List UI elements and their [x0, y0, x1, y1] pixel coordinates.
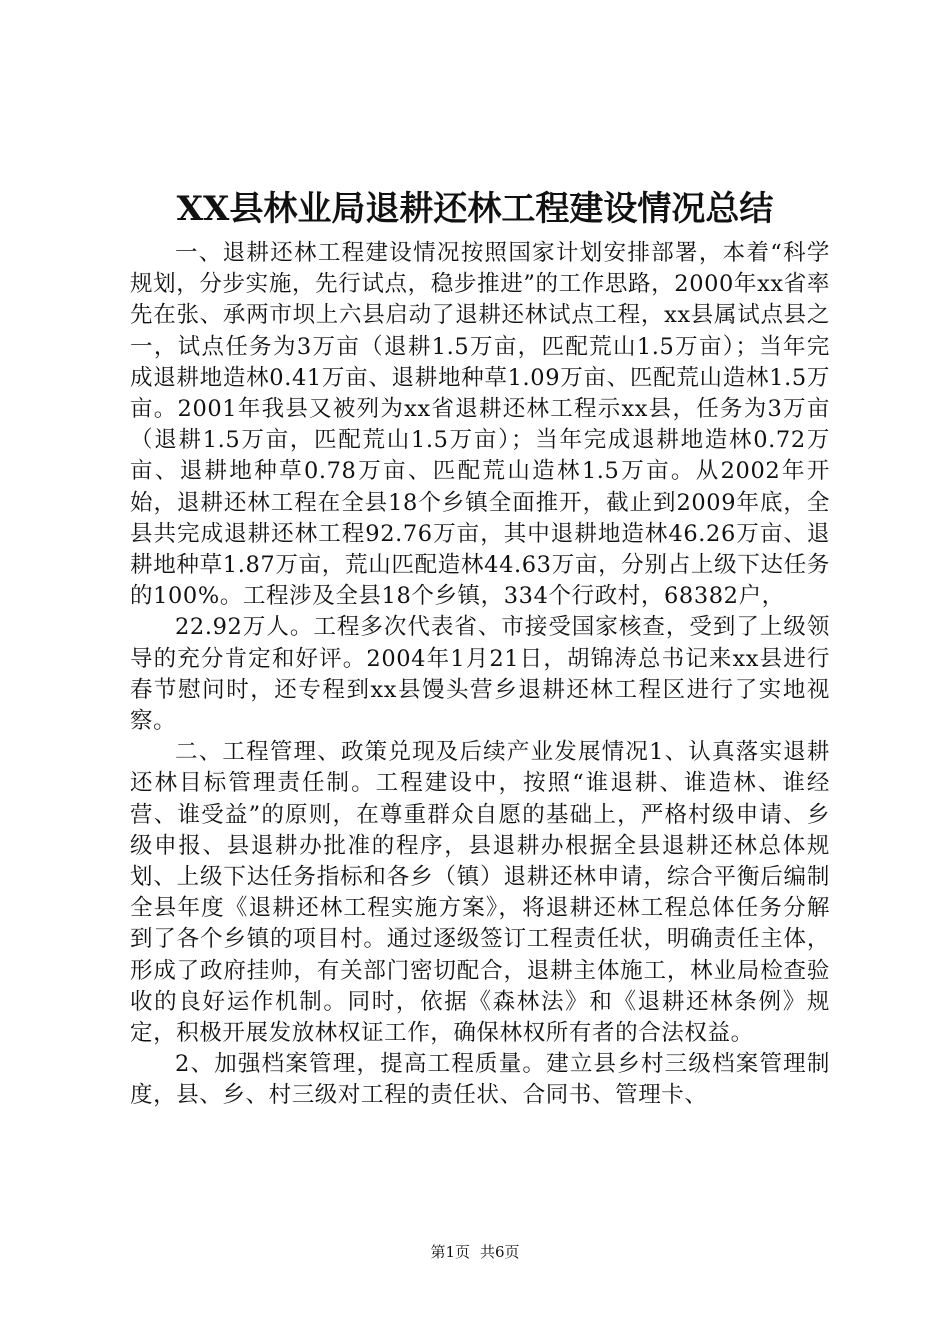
paragraph: 二、工程管理、政策兑现及后续产业发展情况1、认真落实退耕还林目标管理责任制。工程建设中，按照“谁退耕、谁造林、谁经营、谁受益”的原则，在尊重群众自愿的基础上，严格村级申请、乡级申报、县退耕办批准的程序，县退耕办根据全县退耕还林总体规划、上级下达任务指标和各乡（镇）退耕还林申请，综合平衡后编制全县年度《退耕还林工程实施方案》，将退耕还林工程总体任务分解到了各个乡镇的项目村。通过逐级签订工程责任状，明确责任主体，形成了政府挂帅，有关部门密切配合，退耕主体施工，林业局检查验收的良好运作机制。同时，依据《森林法》和《退耕还林条例》规定，积极开展发放林权证工作，确保林权所有者的合法权益。 [130, 739, 830, 1047]
page-footer [0, 1240, 950, 1264]
page-number: 第1页 [430, 1243, 470, 1261]
paragraph: 一、退耕还林工程建设情况按照国家计划安排部署，本着“科学规划，分步实施，先行试点，稳步推进”的工作思路，2000年xx省率先在张、承两市坝上六县启动了退耕还林试点工程，xx县属试点县之一，试点任务为3万亩（退耕1.5万亩，匹配荒山1.5万亩）；当年完成退耕地造林0.41万亩、退耕地种草1.09万亩、匹配荒山造林1.5万亩。2001年我县又被列为xx省退耕还林工程示xx县，任务为3万亩（退耕1.5万亩，匹配荒山1.5万亩）；当年完成退耕地造林0.72万亩、退耕地种草0.78万亩、匹配荒山造林1.5万亩。从2002年开始，退耕还林工程在全县18个乡镇全面推开，截止到2009年底，全县共完成退耕还林工程92.76万亩，其中退耕地造林46.26万亩、退耕地种草1.87万亩，荒山匹配造林44.63万亩，分别占上级下达任务的100%。工程涉及全县18个乡镇，334个行政村，68382户， [130, 240, 830, 610]
paragraph: 2、加强档案管理，提高工程质量。建立县乡村三级档案管理制度，县、乡、村三级对工程的责任状、合同书、管理卡、 [130, 1051, 830, 1109]
page-total: 共6页 [480, 1243, 520, 1261]
document-title: XX县林业局退耕还林工程建设情况总结 [176, 189, 774, 229]
document-body [130, 238, 830, 1112]
paragraph: 22.92万人。工程多次代表省、市接受国家核查，受到了上级领导的充分肯定和好评。2004年1月21日，胡锦涛总书记来xx县进行春节慰问时，还专程到xx县馒头营乡退耕还林工程区进行了实地视察。 [130, 614, 830, 735]
